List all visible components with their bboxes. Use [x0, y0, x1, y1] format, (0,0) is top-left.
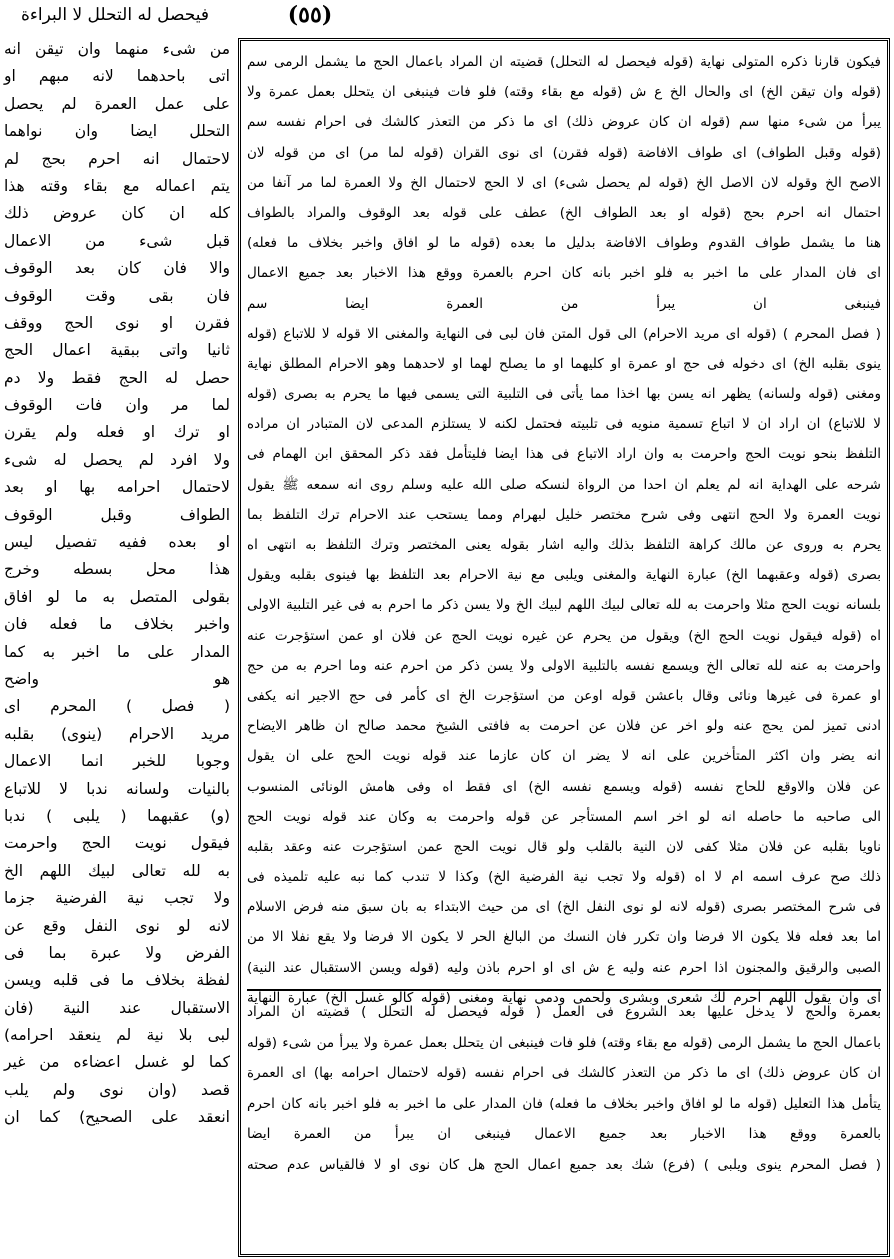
- margin-text-line: وجوبا للخبر انما الاعمال: [4, 752, 230, 771]
- main-text-line: هنا ما يشمل طواف القدوم وطواف الافاضة بدليل ما بعده (قوله ما لو افاق واخبر بخلاف ما فعله): [247, 235, 881, 252]
- margin-text-line: والا فان كان بعد الوقوف: [4, 259, 230, 278]
- margin-text-line: كما لو غسل اعضاءه من غير: [4, 1053, 230, 1072]
- main-text-line: ( فصل المحرم ) (قوله اى مريد الاحرام) الى قول المتن فان لبى فى النهاية والمغنى الا قوله لا للاتباع (قوله: [247, 325, 881, 342]
- margin-text-line: ( فصل ) المحرم اى: [4, 697, 230, 716]
- margin-text-line: او ترك او فعله ولم يقرن: [4, 423, 230, 442]
- main-text-line: ينوى بقلبه الخ) اى دخوله فى حج او عمرة او كليهما او ما يصلح لهما او لاحدهما وهو الاحرام المطلق نهاية: [247, 355, 881, 372]
- main-text-line: الاصح الخ وقوله لان الاصل الخ (قوله لم يحصل شىء) اى لا الحج لاحتمال الخ ولا العمرة لما مر آنفا من: [247, 174, 881, 191]
- margin-text-line: (و) عقبهما ( يلبى ) ندبا: [4, 806, 230, 825]
- margin-text-line: كله ان كان عروض ذلك: [4, 204, 230, 223]
- lower-text-line: ( فصل المحرم ينوى ويلبى ) (فرع) شك بعد جميع اعمال الحج هل كان نوى او لا فالقياس عدم صحته: [247, 1156, 881, 1173]
- main-text-line: احتمال انه احرم بحج (قوله او بعد الطواف الخ) عطف على قوله بعد الوقوف والمراد بالطواف: [247, 204, 881, 221]
- main-text-line: انه يضر وان اكثر المتأخرين على انه لا يضر ان كان عازما عند قوله نويت الحج على ان يقول: [247, 748, 881, 765]
- margin-text-line: واخبر بخلاف ما فعله فان: [4, 615, 230, 634]
- margin-text-line: لاحتمال انه احرم بحج لم: [4, 149, 230, 168]
- margin-text-line: ثانيا واتى ببقية اعمال الحج: [4, 341, 230, 360]
- main-text-line: (قوله وان تيقن الخ) اى والحال الخ ع ش (قوله مع بقاء وقته) فلو فات فينبغى ان يتحلل بعمل عمرة ولا: [247, 84, 881, 101]
- margin-text-line: فيقول نويت الحج واحرمت: [4, 834, 230, 853]
- margin-text-line: بالنيات ولسانه ندبا لا للاتباع: [4, 779, 230, 798]
- main-text-line: يحرم به وروى عن مالك كراهة التلفظ بذلك واليه اشار بقوله يعنى المختصر وترك التلفظ به انتهى اه: [247, 537, 881, 553]
- main-text-line: نويت العمرة ولا الحج انتهى وفى شرح مختصر خليل لبهرام ومما يستحب عند الاحرام ترك التلفظ بما: [247, 506, 881, 523]
- margin-text-line: من شىء منهما وان تيقن انه: [4, 40, 230, 58]
- margin-text-line: انعقد على الصحيح) كما ان: [4, 1108, 230, 1127]
- main-text-line: اما بعد فعله فلا يكون الا فرضا وان تكرر فان النسك من البالغ الحر لا يكون الا فرضا ولا يقع نفلا الا من: [247, 929, 881, 946]
- margin-text-line: هو واضح: [4, 669, 230, 688]
- margin-text-line: الاستقبال عند النية (فان: [4, 998, 230, 1017]
- main-text-line: ادنى تميز لمن يحج عنه ولو اخر عن فلان عن احرمت به فافتى الشيخ محمد صالح ان ظاهر الايضاح: [247, 718, 881, 735]
- main-text-line: فينبغى ان يبرأ من العمرة ايضا سم: [247, 295, 881, 312]
- margin-text-line: فقرن او نوى الحج ووقف: [4, 313, 230, 332]
- main-text-line: شرحه على الهداية انه لم يعلم ان احدا من الرواة لنسكه صلى الله عليه وسلم روى انه سمعه ﷺ يقول: [247, 476, 881, 493]
- margin-text-line: يتم اعماله مع بقاء وقته هذا: [4, 176, 230, 195]
- main-text-line: الى صاحبه ما حاصله انه لو اخر اسم المستأجر عن قوله واحرمت به وكان عند قوله نويت الحج: [247, 808, 881, 825]
- section-divider: [247, 989, 881, 991]
- margin-text-line: لما مر وان فات الوقوف: [4, 396, 230, 415]
- margin-text-line: مريد الاحرام (ينوى) بقلبه: [4, 724, 230, 743]
- margin-text-line: المدار على ما اخبر به كما: [4, 642, 230, 661]
- main-text-line: التلفظ بنحو نويت الحج واحرمت به وان اراد الاتباع فى هذا ايضا فليتأمل فقد ذكر المحقق ابن الهمام فى: [247, 446, 881, 463]
- lower-text-line: بعمرة والحج لا يدخل عليها بعد الشروع فى العمل ( قوله فيحصل له التحلل ) قضيته ان المراد: [247, 1004, 881, 1020]
- margin-text-line: فان بقى وقت الوقوف: [4, 286, 230, 305]
- main-text-line: فى شرح المختصر بصرى (قوله لانه لو نوى النفل الخ) اى من حيث الابتداء به بان سبق منه فرض الاسلام: [247, 899, 881, 916]
- margin-text-line: ولا افرد لم يحصل له شىء: [4, 450, 230, 469]
- commentary-frame: [238, 38, 890, 1257]
- margin-text-line: هذا محل بسطه وخرج: [4, 560, 230, 579]
- main-text-line: اى وان يقول اللهم احرم لك شعرى وبشرى ولحمى ودمى نهاية ومغنى (قوله كالو غسل الخ) عبارة النهاية: [247, 989, 881, 1006]
- main-text-line: لا للاتباع) ان اراد ان لا اتباع تسمية منويه فى تلبيته فحتمل لكنه لا يستلزم المدعى لان المتبادر ان مراده: [247, 416, 881, 433]
- main-text-line: عن فلان والاوقع للحاج نفسه (قوله ويسمع نفسه الخ) اى فقط اه وفى هامش الونائى المنسوب: [247, 778, 881, 795]
- lower-text-line: بالعمرة ووقع هذا الاخبار بعد جميع الاعمال فينبغى ان يبرأ من العمرة ايضا: [247, 1126, 881, 1142]
- main-commentary-text: [247, 47, 881, 1006]
- main-text-line: ذلك صح عرف اسمه ام لا اه (قوله ولا تجب نية الفرضية الخ) وكذا لا تندب كما نبه عليه تلميذه فى: [247, 869, 881, 886]
- margin-text-line: لانه لو نوى النفل وقع عن: [4, 916, 230, 935]
- main-text-line: الصبى والرقيق والمجنون اذا احرم عنه وليه ع ش اى او احرم باذن وليه (قوله ويسن الاستقبال عند النية): [247, 959, 881, 976]
- margin-text-line: او بعده ففيه تفصيل ليس: [4, 533, 230, 552]
- main-text-line: بلسانه نويت الحج مثلا واحرمت به لله تعالى لبيك اللهم لبيك الخ ولا يسن ذكر ما احرم به فى غير التلبية الاولى: [247, 597, 881, 614]
- margin-text-line: الفرض ولا عبرة بما فى: [4, 943, 230, 962]
- margin-text-line: اتى باحدهما لانه مبهم او: [4, 67, 230, 86]
- main-text-line: واحرمت به عنه لله تعالى الخ ويسمع نفسه بالتلبية الاولى ولا يسن ذكر من احرم عنه وما احرم به من حج: [247, 657, 881, 674]
- margin-text-line: التحلل ايضا وان نواهما: [4, 122, 230, 141]
- running-title: فيحصل له التحلل لا البراءة: [21, 5, 209, 25]
- main-text-line: فيكون قارنا ذكره المتولى نهاية (قوله فيحصل له التحلل) قضيته ان المراد باعمال الحج ما يشمل الرمى سم: [247, 54, 881, 70]
- lower-text-line: ان كان عروض ذلك) اى ما ذكر من التعذر كالشك فى احرام نفسه (قوله لاحتمال احرامه بها) اى العمرة: [247, 1065, 881, 1081]
- margin-text-line: به لله تعالى لبيك اللهم الخ: [4, 861, 230, 880]
- margin-text-line: الطواف وقبل الوقوف: [4, 505, 230, 524]
- margin-text-line: لفظة بخلاف ما فى قلبه ويسن: [4, 971, 230, 990]
- margin-text-line: بقولى المتصل به ما لو افاق: [4, 587, 230, 606]
- margin-text-line: على عمل العمرة لم يحصل: [4, 94, 230, 113]
- main-text-line: او عمرة فى غيرها ونائى وقال باعشن قوله اوعن من استؤجرت الخ اى كأمر فى حج الاجير انه يكفى: [247, 687, 881, 704]
- main-text-line: يبرأ من شىء منها سم (قوله ان كان عروض ذلك) اى ما ذكر من التعذر كالشك فى احرام نفسه سم: [247, 114, 881, 131]
- main-text-line: ناويا بقلبه عن فلان مثلا كفى لان النية بالقلب ولو قال نويت الحج عمن استؤجرت عنه وعقد بقلبه: [247, 838, 881, 855]
- margin-text-line: حصل له الحج فقط ولا دم: [4, 368, 230, 387]
- lower-text-line: باعمال الحج ما يشمل الرمى (قوله مع بقاء وقته) فلو فات فينبغى ان يتحلل بعمل عمرة ولا يبرأ من شىء (قوله: [247, 1034, 881, 1051]
- main-text-line: بصرى (قوله وعقبهما الخ) عبارة النهاية والمغنى ويلبى مع نية الاحرام بعد التلفظ بها فينوى بقلبه ويقول: [247, 567, 881, 584]
- margin-text-line: قصد (وان نوى ولم يلب: [4, 1080, 230, 1099]
- main-text-line: ومغنى (قوله ولسانه) يظهر انه يسن بها اخذا مما يأتى فى التلبية التى يسمى فيها ما يحرم به بصرى (قوله: [247, 386, 881, 403]
- margin-text-line: ولا تجب نية الفرضية جزما: [4, 889, 230, 908]
- margin-text-line: قبل شىء من الاعمال: [4, 231, 230, 250]
- page-number: (٥٥): [287, 2, 333, 28]
- margin-text-line: لبى بلا نية لم ينعقد احرامه): [4, 1026, 230, 1045]
- main-text-line: (قوله وقبل الطواف) اى طواف الافاضة (قوله فقرن) اى نوى القران (قوله لما مر) اى من قوله لان: [247, 144, 881, 161]
- margin-text-line: لاحتمال احرامه بها او بعد: [4, 478, 230, 497]
- marginal-text-column: [4, 36, 230, 1254]
- main-text-line: اه (قوله فيقول نويت الحج الخ) ويقول من يحرم عن غيره نويت الحج عن فلان او عمن استؤجرت عنه: [247, 627, 881, 644]
- lower-text-line: يتأمل هذا التعليل (قوله ما لو افاق واخبر بخلاف ما فعله) فان المدار على ما اخبر به فلو اخبر بانه كان احرم: [247, 1095, 881, 1112]
- lower-commentary-text: [247, 997, 881, 1212]
- main-text-line: اى فان المدار على ما اخبر به فلو اخبر بانه كان احرم بالعمرة ووقع هذا الاخبار بعد جميع الاعمال: [247, 265, 881, 282]
